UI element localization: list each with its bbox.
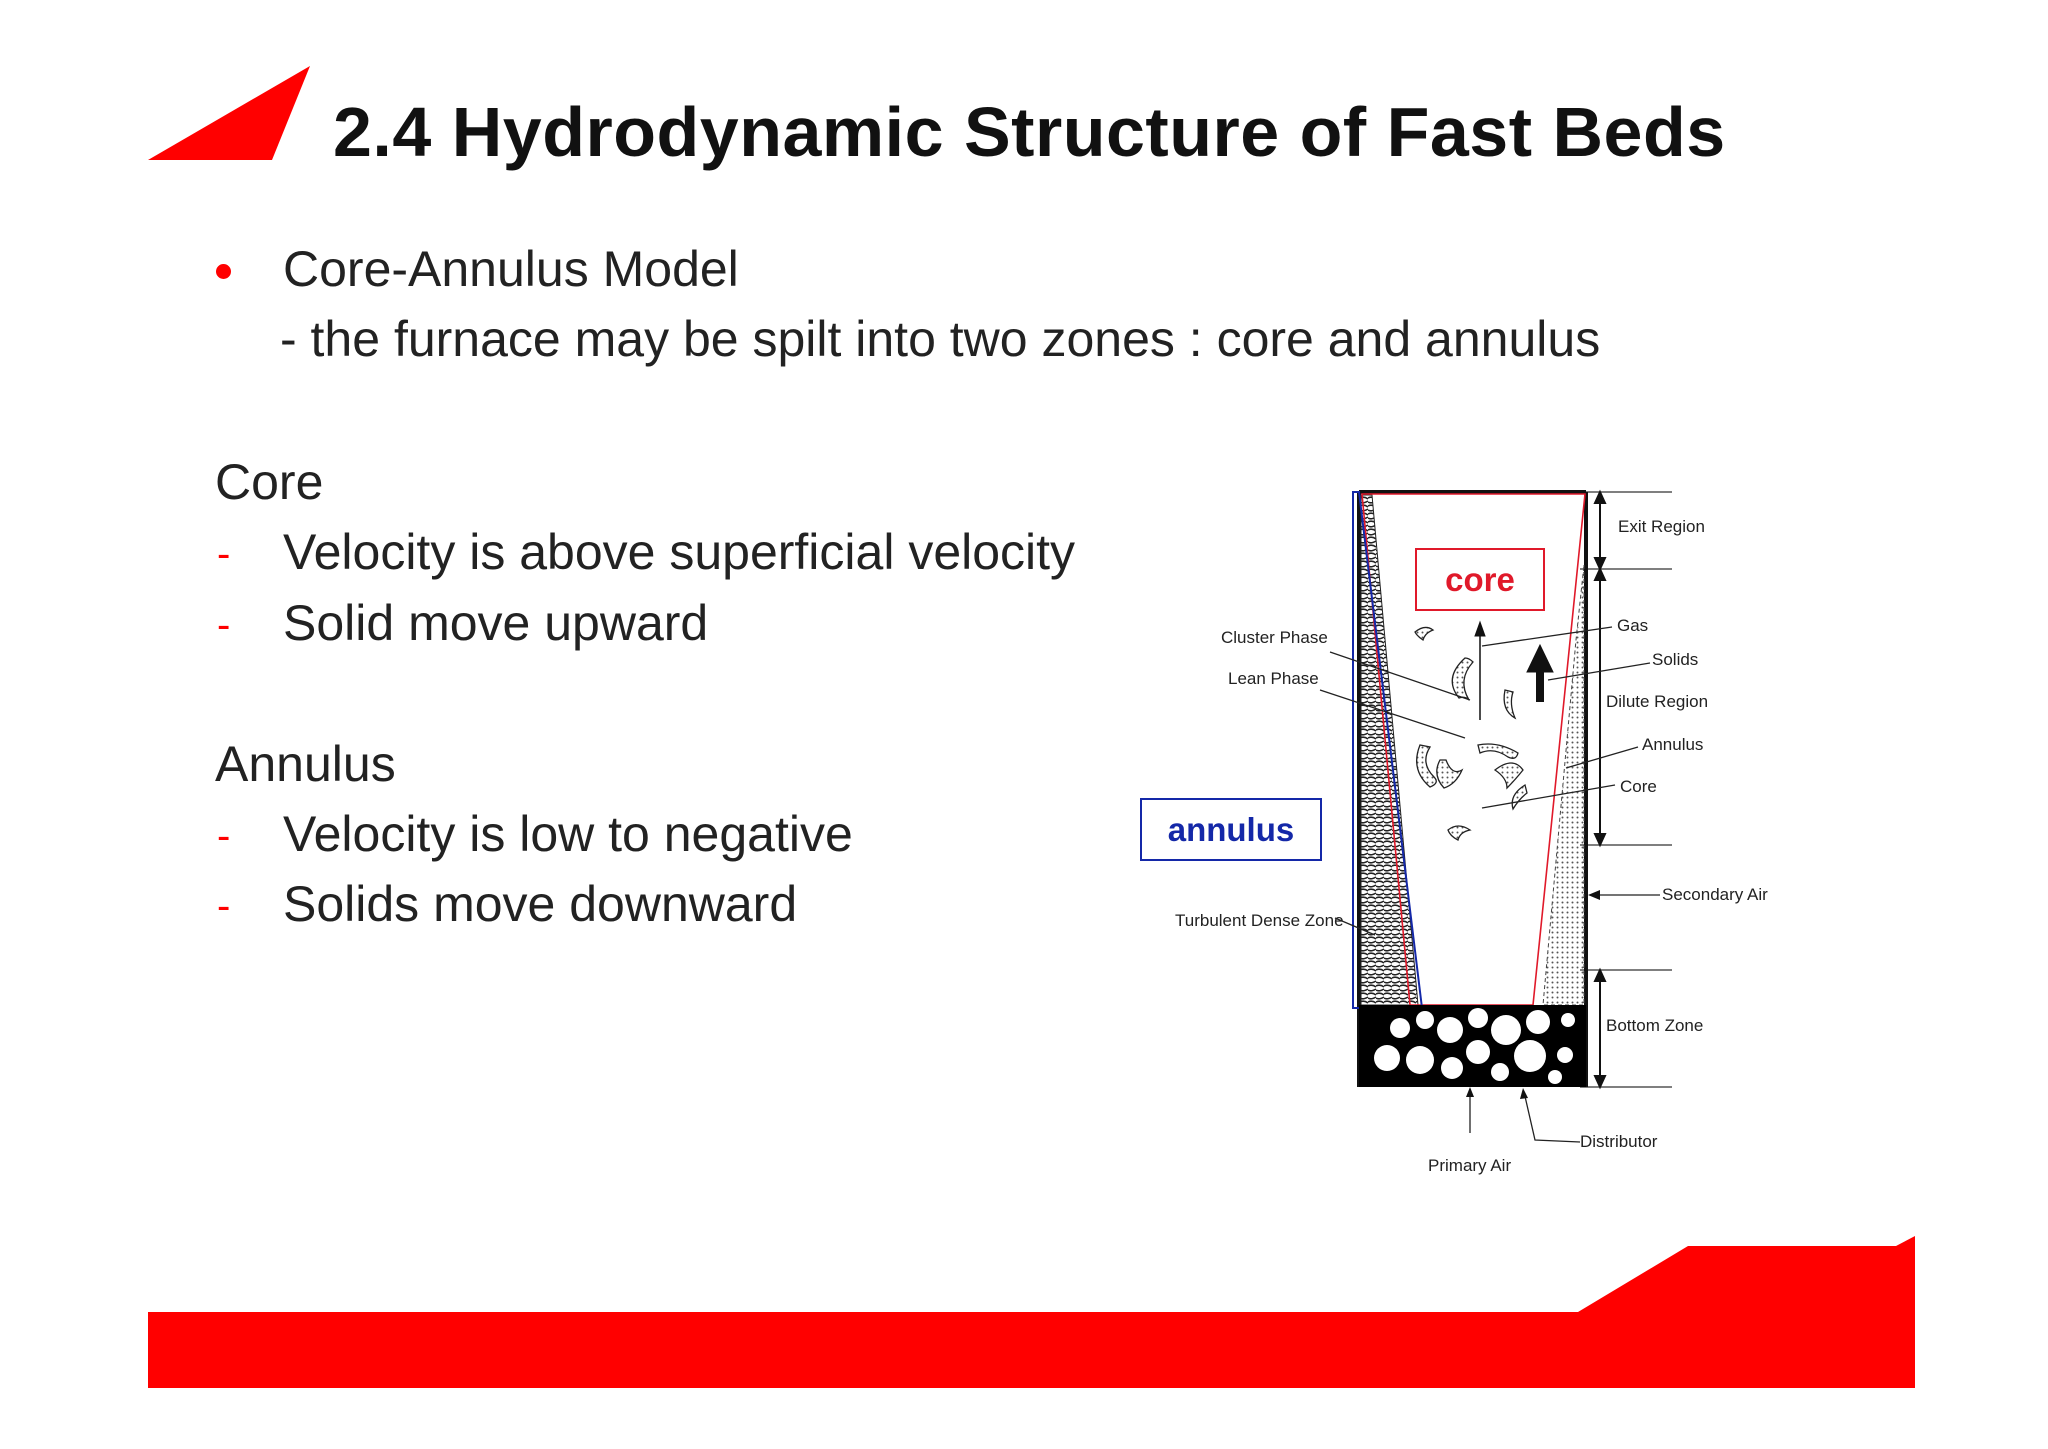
annulus-heading: Annulus: [215, 736, 396, 792]
dimension-arrows: [1595, 492, 1605, 1087]
right-annulus-layer: [1543, 565, 1584, 1005]
label-dilute-region: Dilute Region: [1606, 692, 1709, 711]
label-core: Core: [1620, 777, 1657, 796]
core-dash-1: -: [217, 532, 231, 576]
label-cluster-phase: Cluster Phase: [1221, 628, 1328, 647]
annulus-item-2: Solids move downward: [283, 876, 798, 932]
label-distributor: Distributor: [1580, 1132, 1658, 1151]
label-solids: Solids: [1652, 650, 1699, 669]
core-item-1: Velocity is above superficial velocity: [283, 524, 1076, 580]
annulus-item-1: Velocity is low to negative: [283, 806, 853, 862]
label-gas: Gas: [1617, 616, 1649, 635]
distributor-arrowhead-icon: [1520, 1088, 1528, 1099]
annulus-dash-2: -: [217, 884, 231, 928]
label-secondary-air: Secondary Air: [1662, 885, 1768, 904]
label-lean-phase: Lean Phase: [1228, 669, 1319, 688]
label-bottom-zone: Bottom Zone: [1606, 1016, 1704, 1035]
primary-air-arrowhead-icon: [1466, 1087, 1474, 1097]
label-turbulent-dense-zone: Turbulent Dense Zone: [1175, 911, 1344, 930]
bullet-main-text: Core-Annulus Model: [283, 241, 739, 297]
secondary-air-arrowhead-icon: [1588, 890, 1600, 900]
label-primary-air: Primary Air: [1428, 1156, 1512, 1175]
core-heading: Core: [215, 454, 324, 510]
label-exit-region: Exit Region: [1618, 517, 1705, 536]
page-title: 2.4 Hydrodynamic Structure of Fast Beds: [333, 93, 1726, 171]
annulus-label-box: annulus: [1140, 798, 1322, 861]
core-item-2: Solid move upward: [283, 595, 709, 651]
core-label-box: core: [1415, 548, 1545, 611]
footer-band: [0, 1200, 2048, 1400]
annulus-dash-1: -: [217, 814, 231, 858]
bullet-sub-text: - the furnace may be spilt into two zones : core and annulus: [280, 311, 1601, 367]
core-dash-2: -: [217, 603, 231, 647]
particle-clusters: [1415, 627, 1527, 840]
label-annulus: Annulus: [1642, 735, 1704, 754]
